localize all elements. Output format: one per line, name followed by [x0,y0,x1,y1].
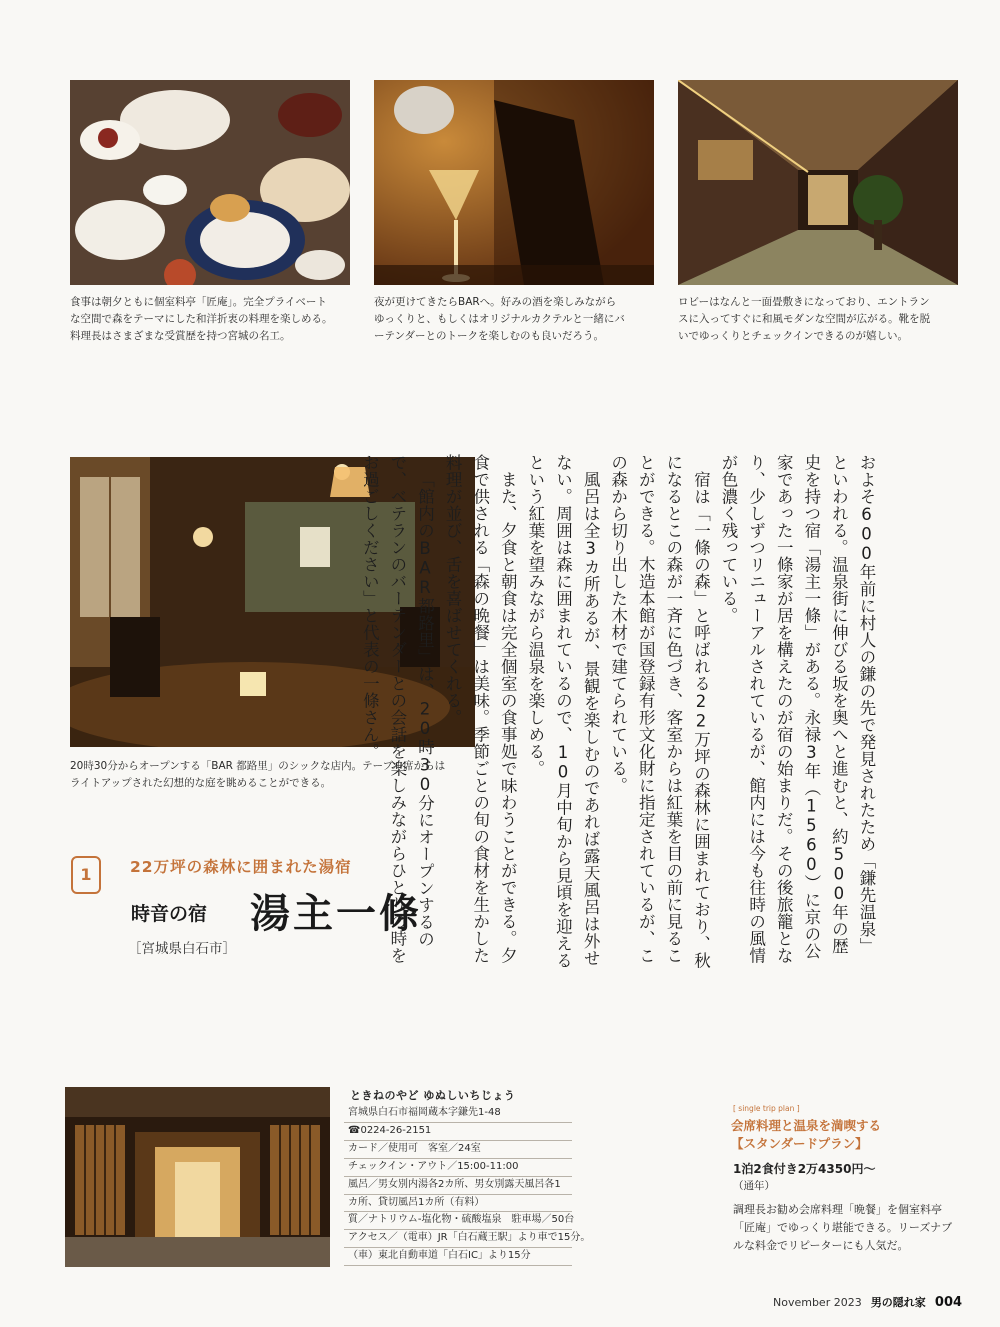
info-line: 質／ナトリウム-塩化物・硫酸塩泉 駐車場／50台 [344,1212,572,1230]
lobby-caption [678,294,930,345]
plan-description-line: 「匠庵」でゆっくり堪能できる。リーズナブ [733,1221,953,1234]
info-line: アクセス／（電車）JR「白石蔵王駅」より車で15分。 [344,1230,572,1248]
food-caption-line: 食事は朝夕ともに個室料亭「匠庵」。完全プライベート [70,296,327,308]
info-line: カード／使用可 客室／24室 [344,1141,572,1159]
lobby-caption-line: スに入ってすぐに和風モダンな空間が広がる。靴を脱 [678,313,931,325]
issue-month: November 2023 [773,1296,862,1309]
entrance-photo [65,1087,330,1267]
article-paragraph: 風呂は全3カ所あるが、景観を楽しむのであれば露天風呂は外せない。周囲は森に囲まれているので、10月中旬から見頃を迎えるという紅葉を望みながら温泉を楽しめる。 [525,454,601,969]
article-subheading: 22万坪の森林に囲まれた湯宿 [130,858,352,876]
bar-caption-line: ゆっくりと、もしくはオリジナルカクテルと一緒にバ [374,313,625,325]
plan-description [733,1201,952,1255]
plan-tag: [ single trip plan ] [733,1104,800,1113]
food-caption-line: 料理長はさまざまな受賞歴を持つ宮城の名工。 [70,330,291,342]
inn-info-list [344,1105,591,1266]
article-number-badge: 1 [71,856,101,894]
page-footer [773,1291,962,1310]
plan-price: 1泊2食付き2万4350円～ [733,1162,876,1176]
inn-title-prefix: 時音の宿 [131,903,208,925]
article-paragraph: およそ600年前に村人の鎌の先で発見されたため「鎌先温泉」といわれる。温泉街に伸びる坂を奥へと進むと、約500年の歴史を持つ宿「湯主一條」がある。永禄3年（1560）に京の公家であった一條家が居を構えたのが宿の始まりだ。その後旅籠となり、少しずつリニューアルされているが、館内には今も往時の風情が色濃く残っている。 [719,454,876,964]
bar-caption-line: 夜が更けてきたらBARへ。好みの酒を楽しみながら [374,296,617,308]
article-body [360,454,880,969]
bar-interior-caption-line: 20時30分からオープンする「BAR 都路里」のシックな店内。テーブル席からは [70,760,446,772]
food-photo [70,80,350,285]
page-number: 004 [934,1295,963,1310]
plan-title-line: 【スタンダードプラン】 [731,1136,868,1151]
plan-description-line: 調理長お勧め会席料理「晩餐」を個室料亭 [733,1203,942,1216]
info-line: カ所、貸切風呂1カ所（有料） [344,1195,572,1213]
plan-title [731,1117,881,1153]
lobby-caption-line: いでゆっくりとチェックインできるのが嬉しい。 [678,330,909,342]
food-caption [70,294,333,345]
lobby-photo [678,80,958,285]
bar-caption [374,294,625,345]
food-caption-line: な空間で森をテーマにした和洋折衷の料理を楽しめる。 [70,313,333,325]
info-line: ☎0224-26-2151 [344,1123,572,1141]
magazine-name: 男の隠れ家 [870,1296,926,1309]
article-paragraph: また、夕食と朝食は完全個室の食事処で味わうことができる。夕食で供される「森の晩餐」は美味。季節ごとの旬の食材を生かした料理が並び、舌を喜ばせてくれる。 [443,454,518,964]
info-line: （車）東北自動車道「白石IC」より15分 [344,1248,572,1266]
bar-interior-caption-line: ライトアップされた幻想的な庭を眺めることができる。 [70,777,332,789]
article-paragraph: 「館内のBAR都路里」は、20時30分にオープンするので、ベテランのバーテンダーとの会話を楽しみながらひとりの時をお過ごしください」と代表の一條さん。 [360,454,435,964]
plan-period: （通年） [733,1180,775,1192]
bar-cocktail-photo [374,80,654,285]
info-line: 宮城県白石市福岡蔵本字鎌先1-48 [344,1105,572,1123]
plan-description-line: ルな料金でリピーターにも人気だ。 [733,1239,909,1252]
bar-caption-line: ーテンダーとのトークを楽しむのも良いだろう。 [374,330,605,342]
article-paragraph: 宿は「一條の森」と呼ばれる22万坪の森林に囲まれており、秋になるとこの森が一斉に色づき、客室からは紅葉を目の前に見ることができる。木造本館が国登録有形文化財に指定されているが、この森から切り出した木材で建てられている。 [608,454,711,969]
info-line: チェックイン・アウト／15:00-11:00 [344,1159,572,1177]
info-line: 風呂／男女別内湯各2カ所、男女別露天風呂各1 [344,1177,572,1195]
plan-title-line: 会席料理と温泉を満喫する [731,1118,882,1133]
lobby-caption-line: ロビーはなんと一面畳敷きになっており、エントラン [678,296,930,308]
inn-reading: ときねのやど ゆぬしいちじょう [350,1089,516,1102]
inn-title: 湯主一條 [250,890,422,937]
inn-location: ［宮城県白石市］ [128,941,236,957]
